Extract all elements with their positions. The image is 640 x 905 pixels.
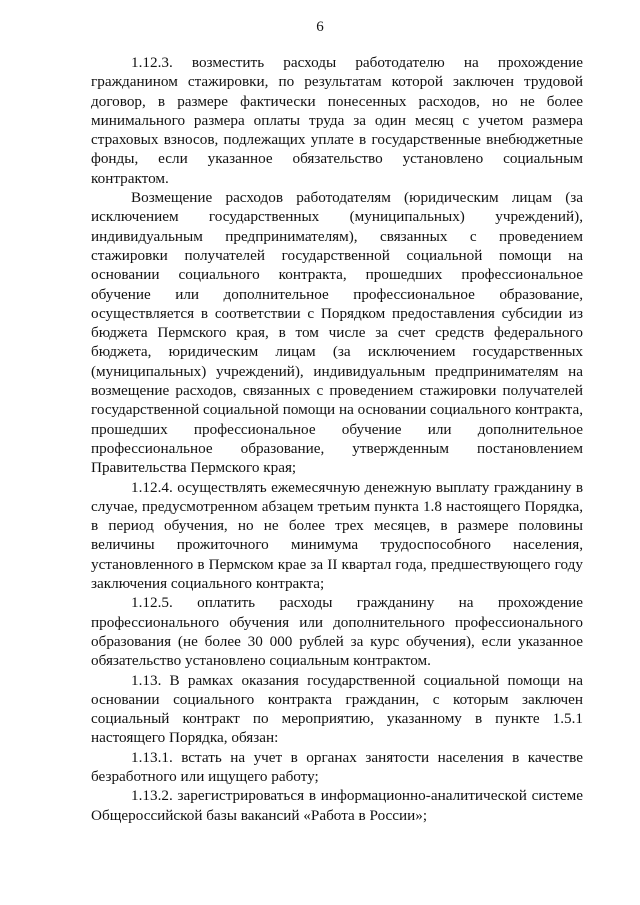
paragraph-1-13-1: 1.13.1. встать на учет в органах занятости населения в качестве безработного или ищущего работу; (91, 748, 583, 785)
paragraph-1-13: 1.13. В рамках оказания государственной социальной помощи на основании социального контракта гражданин, с которым заключен социальный контракт по мероприятию, указанному в пункте 1.5.1 настоящего Порядка, обязан: (91, 671, 583, 747)
page-number: 6 (316, 19, 324, 35)
paragraph-1-12-3: 1.12.3. возместить расходы работодателю на прохождение гражданином стажировки, по результатам которой заключен трудовой договор, в размере фактически понесенных расходов, но не более минимального размера оплаты труда за один месяц с учетом размера страховых взносов, подлежащих уплате в государственные внебюджетные фонды, если указанное обязательство установлено социальным контрактом. (91, 54, 583, 187)
paragraph-reimbursement: Возмещение расходов работодателям (юридическим лицам (за исключением государственных (муниципальных) учреждений), индивидуальным предпринимателям), связанных с проведением стажировки получателей государственной социальной помощи на основании социального контракта, прошедших профессиональное обучение или дополнительное профессиональное образование, осуществляется в соответствии с Порядком предоставления субсидии из бюджета Пермского края, в том числе за счет средств федерального бюджета, юридическим лицам (за исключением государственных (муниципальных) учреждений), индивидуальным предпринимателям на возмещение расходов, связанных с проведением стажировки получателей государственной социальной помощи на основании социального контракта, прошедших профессиональное обучение или дополнительное профессиональное образование, утвержденным постановлением Правительства Пермского края; (91, 189, 583, 477)
paragraph-1-13-2: 1.13.2. зарегистрироваться в информационно-аналитической системе Общероссийской базы вакансий «Работа в России»; (91, 787, 583, 824)
paragraph-1-12-5: 1.12.5. оплатить расходы гражданину на прохождение профессионального обучения или дополнительного профессионального образования (не более 30 000 рублей за курс обучения), если указанное обязательство установлено социальным контрактом. (91, 594, 583, 670)
paragraph-1-12-4: 1.12.4. осуществлять ежемесячную денежную выплату гражданину в случае, предусмотренном абзацем третьим пункта 1.8 настоящего Порядка, в период обучения, но не более трех месяцев, в размере половины величины прожиточного минимума трудоспособного населения, установленного в Пермском крае за II квартал года, предшествующего году заключения социального контракта; (91, 478, 583, 593)
document-body (91, 53, 583, 825)
